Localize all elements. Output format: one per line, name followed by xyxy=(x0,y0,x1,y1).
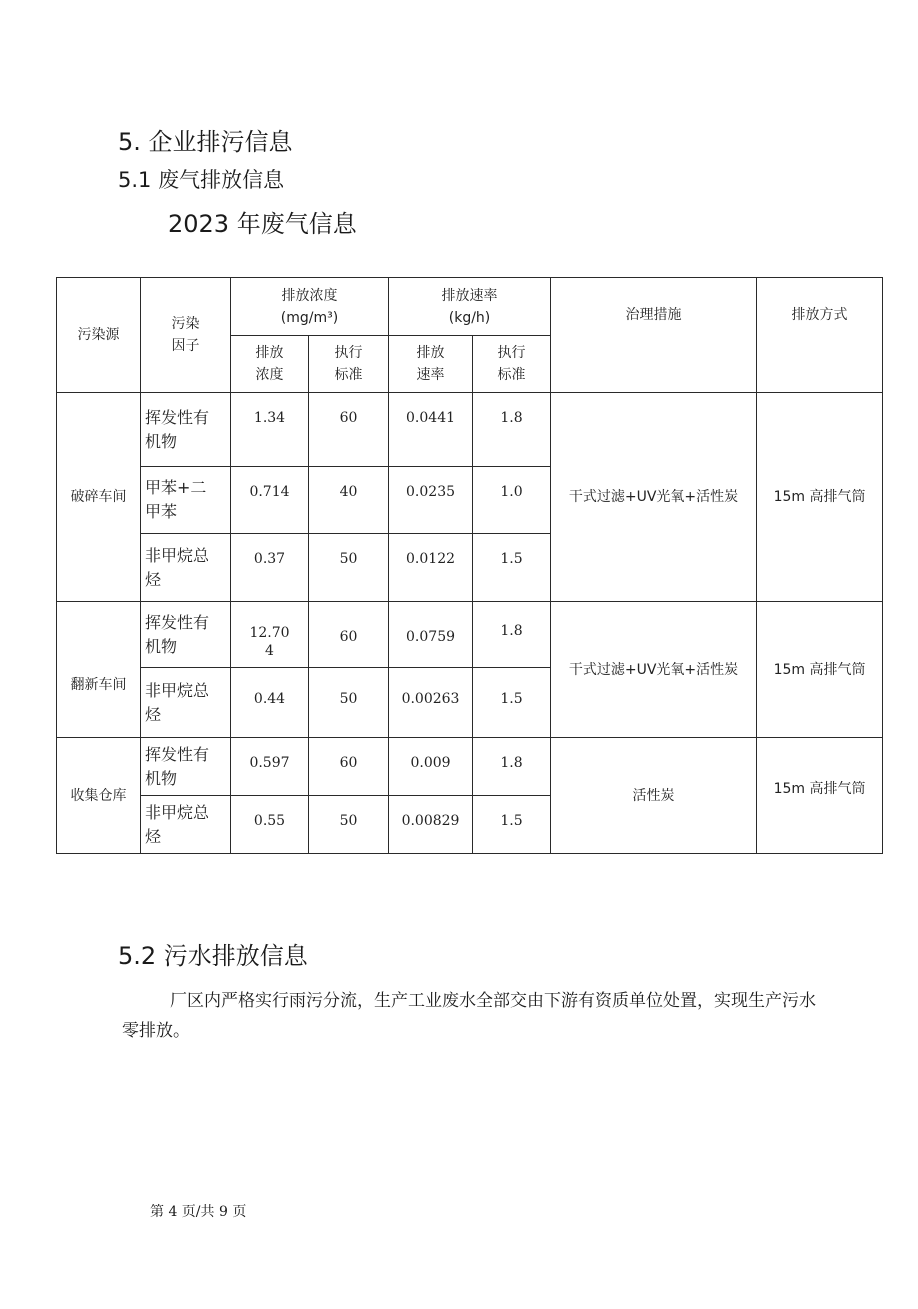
page-footer: 第 4 页/共 9 页 xyxy=(150,1204,247,1220)
conc-std-cell: 50 xyxy=(309,534,389,602)
source-cell: 翻新车间 xyxy=(57,602,141,738)
rate-std-cell: 1.8 xyxy=(473,393,551,467)
header-conc-standard: 执行 标准 xyxy=(309,336,389,393)
table-row xyxy=(57,738,883,796)
rate-std-cell: 1.5 xyxy=(473,796,551,854)
header-factor: 污染 因子 xyxy=(141,278,231,393)
conc-cell: 1.34 xyxy=(231,393,309,467)
source-cell: 破碎车间 xyxy=(57,393,141,602)
rate-cell: 0.009 xyxy=(389,738,473,796)
body-paragraph: 厂区内严格实行雨污分流，生产工业废水全部交由下游有资质单位处置，实现生产污水零排放。 xyxy=(122,991,816,1041)
section-heading-5-1: 5.1 废气排放信息 xyxy=(118,168,285,192)
method-cell: 15m 高排气筒 xyxy=(757,738,883,854)
conc-cell: 0.55 xyxy=(231,796,309,854)
header-conc-value: 排放 浓度 xyxy=(231,336,309,393)
header-method: 排放方式 xyxy=(757,278,883,393)
treatment-cell: 干式过滤+UV光氧+活性炭 xyxy=(551,602,757,738)
header-rate: 排放速率 (kg/h) xyxy=(389,278,551,336)
header-treatment: 治理措施 xyxy=(551,278,757,393)
factor-cell: 非甲烷总 烃 xyxy=(141,668,231,738)
conc-cell: 0.714 xyxy=(231,467,309,534)
rate-cell: 0.0122 xyxy=(389,534,473,602)
rate-cell: 0.0235 xyxy=(389,467,473,534)
rate-std-cell: 1.8 xyxy=(473,738,551,796)
rate-std-cell: 1.5 xyxy=(473,668,551,738)
factor-cell: 非甲烷总 烃 xyxy=(141,534,231,602)
source-cell: 收集仓库 xyxy=(57,738,141,854)
conc-std-cell: 60 xyxy=(309,393,389,467)
header-rate-standard: 执行 标准 xyxy=(473,336,551,393)
section-heading-5: 5. 企业排污信息 xyxy=(118,128,293,156)
table-title: 2023 年废气信息 xyxy=(168,210,357,238)
rate-std-cell: 1.5 xyxy=(473,534,551,602)
factor-cell: 非甲烷总 烃 xyxy=(141,796,231,854)
header-source: 污染源 xyxy=(57,278,141,393)
conc-std-cell: 60 xyxy=(309,738,389,796)
treatment-cell: 活性炭 xyxy=(551,738,757,854)
method-cell: 15m 高排气筒 xyxy=(757,602,883,738)
conc-cell: 0.37 xyxy=(231,534,309,602)
rate-std-cell: 1.8 xyxy=(473,602,551,668)
factor-cell: 挥发性有 机物 xyxy=(141,393,231,467)
table-row xyxy=(57,393,883,467)
factor-cell: 甲苯+二 甲苯 xyxy=(141,467,231,534)
table-row xyxy=(57,602,883,668)
conc-std-cell: 50 xyxy=(309,668,389,738)
header-rate-value: 排放 速率 xyxy=(389,336,473,393)
rate-cell: 0.0759 xyxy=(389,602,473,668)
conc-std-cell: 40 xyxy=(309,467,389,534)
header-concentration: 排放浓度 (mg/m³) xyxy=(231,278,389,336)
conc-std-cell: 50 xyxy=(309,796,389,854)
treatment-cell: 干式过滤+UV光氧+活性炭 xyxy=(551,393,757,602)
conc-cell: 0.597 xyxy=(231,738,309,796)
rate-cell: 0.00829 xyxy=(389,796,473,854)
rate-cell: 0.0441 xyxy=(389,393,473,467)
conc-std-cell: 60 xyxy=(309,602,389,668)
conc-cell: 0.44 xyxy=(231,668,309,738)
factor-cell: 挥发性有 机物 xyxy=(141,738,231,796)
factor-cell: 挥发性有 机物 xyxy=(141,602,231,668)
rate-cell: 0.00263 xyxy=(389,668,473,738)
conc-cell: 12.70 4 xyxy=(231,602,309,668)
rate-std-cell: 1.0 xyxy=(473,467,551,534)
method-cell: 15m 高排气筒 xyxy=(757,393,883,602)
emission-table xyxy=(56,277,883,854)
section-heading-5-2: 5.2 污水排放信息 xyxy=(118,942,308,970)
